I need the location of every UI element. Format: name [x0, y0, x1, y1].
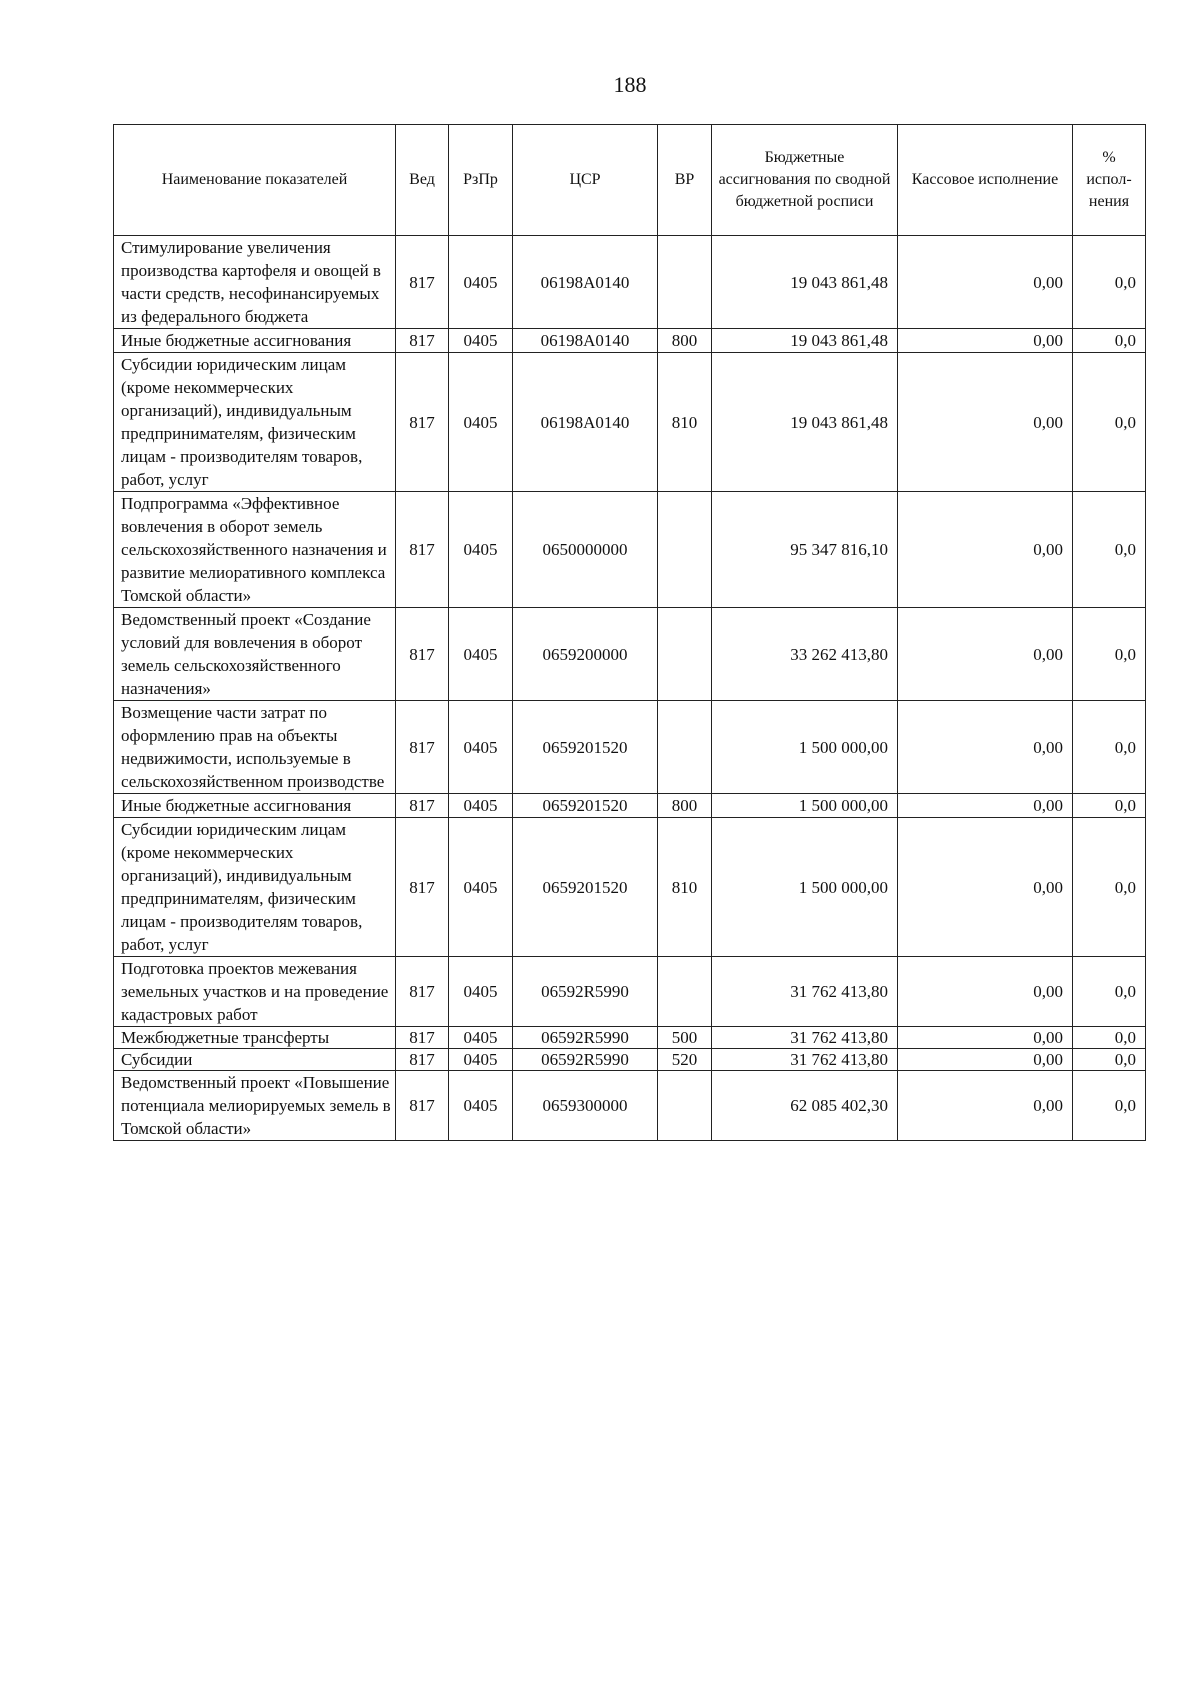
header-budget: Бюджетные ассигнования по сводной бюджетной росписи — [712, 125, 898, 236]
row-vr — [658, 608, 712, 701]
row-rzpr: 0405 — [449, 353, 513, 492]
header-name: Наименование показателей — [114, 125, 396, 236]
row-name: Иные бюджетные ассигнования — [114, 794, 396, 818]
row-budget: 19 043 861,48 — [712, 236, 898, 329]
row-percent: 0,0 — [1073, 1027, 1146, 1049]
row-ved: 817 — [396, 329, 449, 353]
row-ved: 817 — [396, 957, 449, 1027]
row-csr: 06198А0140 — [513, 236, 658, 329]
row-vr — [658, 1071, 712, 1141]
row-rzpr: 0405 — [449, 236, 513, 329]
row-ved: 817 — [396, 1071, 449, 1141]
row-rzpr: 0405 — [449, 818, 513, 957]
row-vr: 800 — [658, 794, 712, 818]
header-ved: Вед — [396, 125, 449, 236]
row-csr: 06592R5990 — [513, 1049, 658, 1071]
header-vr: ВР — [658, 125, 712, 236]
row-vr: 810 — [658, 818, 712, 957]
row-rzpr: 0405 — [449, 329, 513, 353]
row-budget: 31 762 413,80 — [712, 1049, 898, 1071]
row-name: Ведомственный проект «Создание условий для вовлечения в оборот земель сельскохозяйственного назначения» — [114, 608, 396, 701]
row-cash: 0,00 — [898, 608, 1073, 701]
table-row — [114, 794, 1146, 818]
row-name: Стимулирование увеличения производства картофеля и овощей в части средств, несофинансируемых из федерального бюджета — [114, 236, 396, 329]
row-vr — [658, 492, 712, 608]
row-rzpr: 0405 — [449, 701, 513, 794]
row-ved: 817 — [396, 492, 449, 608]
row-vr — [658, 236, 712, 329]
row-vr: 800 — [658, 329, 712, 353]
row-rzpr: 0405 — [449, 608, 513, 701]
header-rzpr: РзПр — [449, 125, 513, 236]
row-csr: 0659200000 — [513, 608, 658, 701]
table-row — [114, 701, 1146, 794]
row-ved: 817 — [396, 608, 449, 701]
row-cash: 0,00 — [898, 353, 1073, 492]
row-vr — [658, 701, 712, 794]
row-ved: 817 — [396, 794, 449, 818]
row-csr: 0659201520 — [513, 701, 658, 794]
row-csr: 06198А0140 — [513, 353, 658, 492]
row-csr: 06592R5990 — [513, 957, 658, 1027]
row-rzpr: 0405 — [449, 1049, 513, 1071]
row-budget: 1 500 000,00 — [712, 701, 898, 794]
row-cash: 0,00 — [898, 492, 1073, 608]
row-percent: 0,0 — [1073, 492, 1146, 608]
page-number: 188 — [613, 72, 647, 97]
row-percent: 0,0 — [1073, 608, 1146, 701]
row-csr: 0659300000 — [513, 1071, 658, 1141]
header-cash: Кассовое исполнение — [898, 125, 1073, 236]
row-budget: 31 762 413,80 — [712, 957, 898, 1027]
row-csr: 0650000000 — [513, 492, 658, 608]
row-cash: 0,00 — [898, 957, 1073, 1027]
table-row — [114, 492, 1146, 608]
row-budget: 95 347 816,10 — [712, 492, 898, 608]
row-percent: 0,0 — [1073, 957, 1146, 1027]
table-row — [114, 957, 1146, 1027]
row-csr: 06198А0140 — [513, 329, 658, 353]
row-ved: 817 — [396, 236, 449, 329]
row-name: Возмещение части затрат по оформлению прав на объекты недвижимости, используемые в сельскохозяйственном производстве — [114, 701, 396, 794]
table-row — [114, 353, 1146, 492]
row-ved: 817 — [396, 818, 449, 957]
row-percent: 0,0 — [1073, 794, 1146, 818]
row-budget: 1 500 000,00 — [712, 794, 898, 818]
row-vr — [658, 957, 712, 1027]
row-budget: 19 043 861,48 — [712, 329, 898, 353]
row-rzpr: 0405 — [449, 1027, 513, 1049]
table-row — [114, 236, 1146, 329]
row-cash: 0,00 — [898, 1027, 1073, 1049]
row-budget: 31 762 413,80 — [712, 1027, 898, 1049]
row-ved: 817 — [396, 1049, 449, 1071]
row-ved: 817 — [396, 1027, 449, 1049]
row-rzpr: 0405 — [449, 1071, 513, 1141]
row-percent: 0,0 — [1073, 353, 1146, 492]
row-csr: 0659201520 — [513, 818, 658, 957]
row-percent: 0,0 — [1073, 701, 1146, 794]
row-name: Подпрограмма «Эффективное вовлечения в оборот земель сельскохозяйственного назначения и развитие мелиоративного комплекса Томской области» — [114, 492, 396, 608]
row-name: Субсидии юридическим лицам (кроме некоммерческих организаций), индивидуальным предпринимателям, физическим лицам - производителям товаров, работ, услуг — [114, 353, 396, 492]
row-percent: 0,0 — [1073, 329, 1146, 353]
row-percent: 0,0 — [1073, 1071, 1146, 1141]
row-percent: 0,0 — [1073, 818, 1146, 957]
row-ved: 817 — [396, 701, 449, 794]
row-rzpr: 0405 — [449, 492, 513, 608]
budget-table — [113, 124, 1146, 1141]
table-row — [114, 1071, 1146, 1141]
row-name: Подготовка проектов межевания земельных участков и на проведение кадастровых работ — [114, 957, 396, 1027]
row-name: Межбюджетные трансферты — [114, 1027, 396, 1049]
row-percent: 0,0 — [1073, 236, 1146, 329]
row-vr: 500 — [658, 1027, 712, 1049]
row-ved: 817 — [396, 353, 449, 492]
table-row — [114, 1049, 1146, 1071]
row-name: Субсидии юридическим лицам (кроме некоммерческих организаций), индивидуальным предпринимателям, физическим лицам - производителям товаров, работ, услуг — [114, 818, 396, 957]
table-row — [114, 818, 1146, 957]
row-cash: 0,00 — [898, 818, 1073, 957]
row-name: Иные бюджетные ассигнования — [114, 329, 396, 353]
row-csr: 06592R5990 — [513, 1027, 658, 1049]
row-percent: 0,0 — [1073, 1049, 1146, 1071]
row-budget: 19 043 861,48 — [712, 353, 898, 492]
row-cash: 0,00 — [898, 701, 1073, 794]
row-budget: 33 262 413,80 — [712, 608, 898, 701]
row-cash: 0,00 — [898, 1071, 1073, 1141]
row-cash: 0,00 — [898, 794, 1073, 818]
row-cash: 0,00 — [898, 1049, 1073, 1071]
row-vr: 520 — [658, 1049, 712, 1071]
table-row — [114, 1027, 1146, 1049]
header-csr: ЦСР — [513, 125, 658, 236]
row-rzpr: 0405 — [449, 957, 513, 1027]
row-cash: 0,00 — [898, 236, 1073, 329]
table-row — [114, 608, 1146, 701]
table-header-row — [114, 125, 1146, 236]
table-row — [114, 329, 1146, 353]
row-budget: 62 085 402,30 — [712, 1071, 898, 1141]
row-name: Ведомственный проект «Повышение потенциала мелиорируемых земель в Томской области» — [114, 1071, 396, 1141]
header-percent: % испол-нения — [1073, 125, 1146, 236]
row-cash: 0,00 — [898, 329, 1073, 353]
row-budget: 1 500 000,00 — [712, 818, 898, 957]
row-name: Субсидии — [114, 1049, 396, 1071]
row-csr: 0659201520 — [513, 794, 658, 818]
row-vr: 810 — [658, 353, 712, 492]
row-rzpr: 0405 — [449, 794, 513, 818]
